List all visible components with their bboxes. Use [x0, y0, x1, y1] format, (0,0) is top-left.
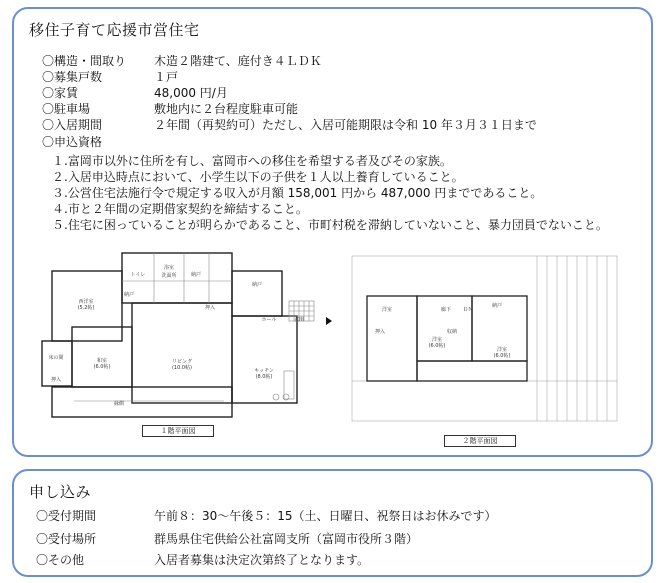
- room-label: ＤＮ: [462, 307, 474, 313]
- floor-plan-1: [34, 241, 334, 446]
- app-value: 午前８：30〜午後５：15（土、日曜日、祝祭日はお休みです）: [154, 509, 497, 523]
- room-label: リビング(10.0帖): [171, 359, 193, 371]
- info-value: 敷地内に２台程度駐車可能: [154, 102, 299, 116]
- qualification-item: １.富岡市以外に住所を有し、富岡市への移住を希望する者及びその家族。: [52, 154, 452, 168]
- floor-plan-1-caption: １階平面図: [142, 425, 214, 437]
- room-label: 玄関: [293, 317, 305, 323]
- info-label: 〇家賃: [42, 86, 79, 100]
- qualification-item: ２.入居申込時点において、小学生以下の子供を１人以上養育していること。: [52, 170, 464, 184]
- info-label: 〇募集戸数: [42, 70, 103, 84]
- room-label: 押入: [374, 329, 386, 335]
- info-value: 木造２階建て、庭付き４ＬＤＫ: [154, 54, 322, 68]
- room-label: 納戸: [491, 303, 503, 309]
- room-label: 縁側: [113, 401, 125, 407]
- app-label: 〇受付場所: [36, 532, 97, 546]
- room-label: 押入: [204, 305, 216, 311]
- room-label: 押入: [50, 377, 62, 383]
- qualification-item: ５.住宅に困っていることが明らかであること、市町村税を滞納していないこと、暴力団員でないこと。: [52, 218, 608, 232]
- room-label: 納戸: [190, 272, 202, 278]
- room-label: 納戸: [251, 282, 263, 288]
- qualification-item: ３.公営住宅法施行令で規定する収入が月額 158,001 円から 487,000 円までであること。: [52, 186, 543, 200]
- room-label: キッチン(8.0帖): [254, 368, 274, 380]
- floor-plan-2-drawing: [342, 241, 634, 446]
- room-label: 洋室(6.0帖): [428, 337, 446, 349]
- app-value: 群馬県住宅供給公社富岡支所（富岡市役所３階）: [154, 532, 419, 546]
- room-label: 洋室: [381, 307, 393, 313]
- app-label: 〇その他: [36, 553, 85, 567]
- housing-info-panel: [12, 7, 653, 457]
- room-label: 浴室: [163, 265, 175, 271]
- info-label: 〇駐車場: [42, 102, 91, 116]
- floor-plan-2-caption: ２階平面図: [444, 435, 516, 447]
- room-label: 和室(6.0帖): [93, 358, 111, 370]
- housing-title: 移住子育て応援市営住宅: [29, 21, 200, 39]
- qualification-item: ４.市と２年間の定期借家契約を締結すること。: [52, 202, 308, 216]
- info-value: 48,000 円/月: [154, 86, 228, 100]
- app-value: 入居者募集は決定次第終了となります。: [154, 553, 370, 567]
- room-label: 西洋室(5.2帖): [77, 299, 95, 311]
- room-label: 床の間: [48, 355, 64, 361]
- room-label: 廊下: [440, 307, 452, 313]
- app-label: 〇受付期間: [36, 509, 97, 523]
- room-label: 洋室(6.0帖): [493, 347, 511, 359]
- floor-plan-1-drawing: [34, 241, 334, 446]
- entrance-arrow-icon: [326, 317, 332, 325]
- application-panel: [12, 469, 653, 577]
- application-title: 申し込み: [29, 483, 92, 501]
- room-label: 納戸: [123, 292, 135, 298]
- info-label: 〇構造・間取り: [42, 54, 127, 68]
- floor-plan-2: [342, 241, 634, 446]
- room-label: 洗面所: [161, 273, 177, 279]
- room-label: 収納: [446, 329, 458, 335]
- qualifications-label: 〇申込資格: [42, 135, 103, 149]
- info-label: 〇入居期間: [42, 118, 103, 132]
- info-value: ２年間（再契約可）ただし、入居可能期限は令和 10 年３月３１日まで: [154, 118, 537, 132]
- info-value: １戸: [154, 70, 179, 84]
- room-label: トイレ: [130, 272, 146, 278]
- room-label: ホール: [261, 317, 277, 323]
